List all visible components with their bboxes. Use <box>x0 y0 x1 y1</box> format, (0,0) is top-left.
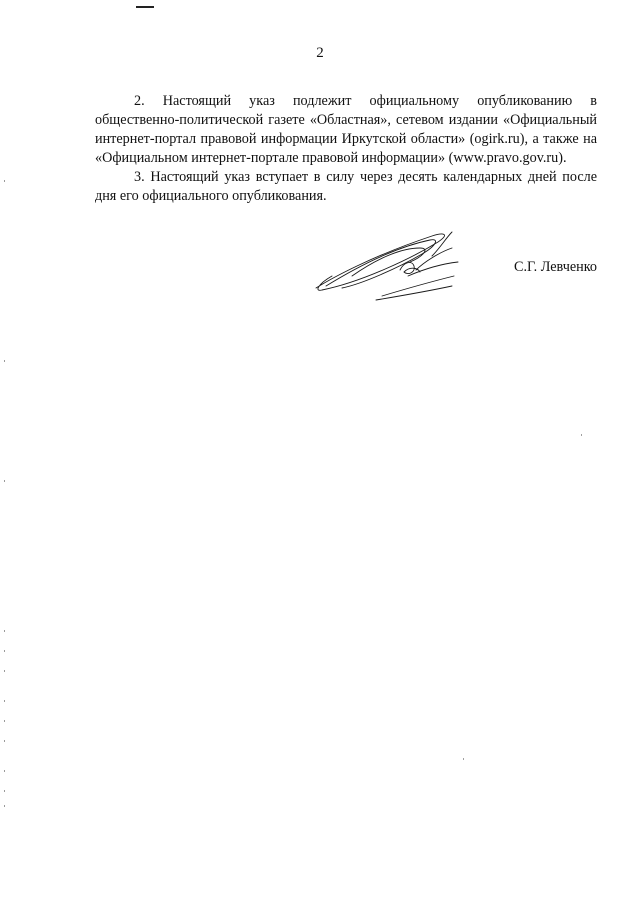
signature-block <box>0 224 640 304</box>
paragraph-effective-date: 3. Настоящий указ вступает в силу через десять календарных дней после дня его официального опубликования. <box>95 169 597 204</box>
handwritten-signature <box>312 226 462 302</box>
page-number: 2 <box>316 45 324 61</box>
paragraph-publication: 2. Настоящий указ подлежит официальному опубликованию в общественно-политической газете «Областная», сетевом издании «Официальный интернет-портал правовой информации Иркутской области» (ogirk.ru), а также на «Официальном интернет-портале правовой информации» (www.pravo.gov.ru). <box>95 93 597 166</box>
scan-speck <box>463 758 464 760</box>
scan-speck <box>581 434 582 436</box>
scan-mark <box>136 6 154 8</box>
scan-artifacts <box>4 180 6 820</box>
signatory-name: С.Г. Левченко <box>514 259 597 275</box>
document-body <box>95 92 597 206</box>
